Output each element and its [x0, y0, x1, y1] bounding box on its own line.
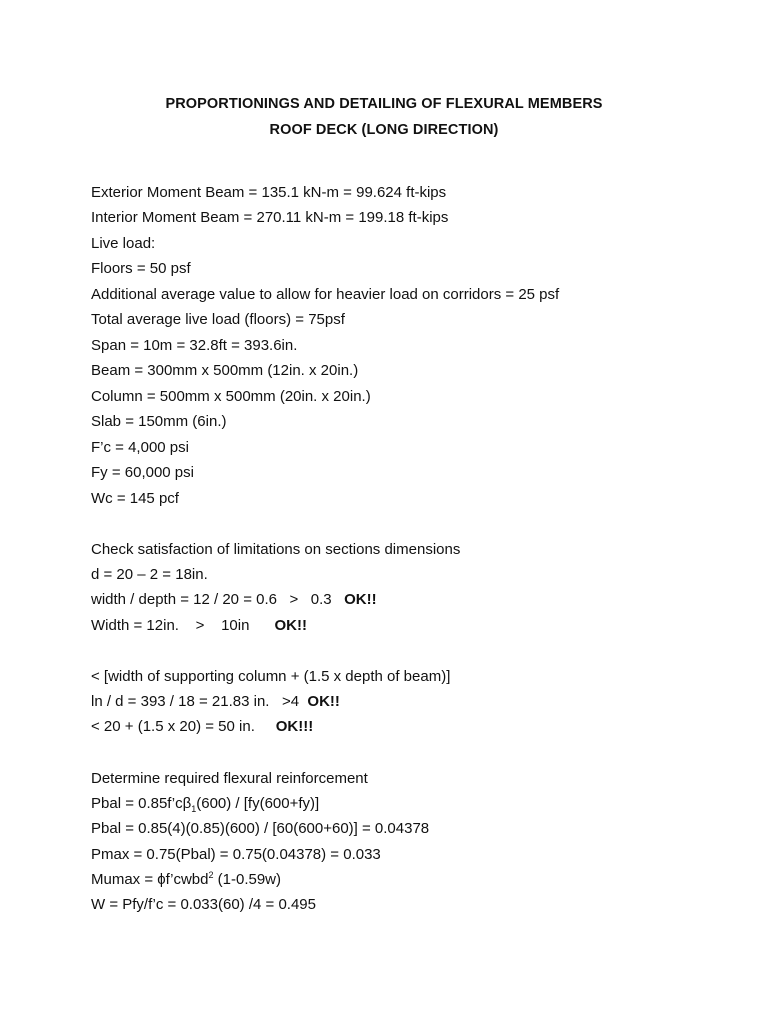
wc-line: Wc = 145 pcf — [91, 490, 179, 507]
live-load-label: Live load: — [91, 235, 156, 252]
width-check-text: Width = 12in. > 10in — [91, 617, 250, 634]
width-check-line — [91, 616, 307, 636]
total-live-load-line: Total average live load (floors) = 75psf — [91, 311, 345, 328]
floors-load-line: Floors = 50 psf — [91, 260, 191, 277]
limit-value-line — [91, 717, 313, 737]
document-subtitle: ROOF DECK (LONG DIRECTION) — [269, 122, 499, 138]
effective-depth-line: d = 20 – 2 = 18in. — [91, 566, 208, 583]
limit-value-text: < 20 + (1.5 x 20) = 50 in. — [91, 718, 255, 735]
document-title: PROPORTIONINGS AND DETAILING OF FLEXURAL MEMBERS — [165, 96, 603, 112]
mumax-line — [91, 870, 281, 890]
fy-line: Fy = 60,000 psi — [91, 464, 194, 481]
ok-mark: OK!! — [307, 693, 340, 710]
span-line: Span = 10m = 32.8ft = 393.6in. — [91, 337, 298, 354]
ok-mark: OK!!! — [275, 718, 314, 735]
check-heading: Check satisfaction of limitations on sections dimensions — [91, 541, 461, 558]
corridor-load-line: Additional average value to allow for heavier load on corridors = 25 psf — [91, 286, 560, 303]
column-limit-line: < [width of supporting column + (1.5 x depth of beam)] — [91, 668, 451, 685]
reinforcement-heading: Determine required flexural reinforcement — [91, 770, 368, 787]
beta-subscript: 1 — [191, 804, 197, 814]
interior-moment-line: Interior Moment Beam = 270.11 kN-m = 199.18 ft-kips — [91, 209, 449, 226]
pbal-formula-rest: (600) / [fy(600+fy)] — [196, 795, 320, 812]
pmax-line: Pmax = 0.75(Pbal) = 0.75(0.04378) = 0.033 — [91, 846, 381, 863]
squared-superscript: 2 — [208, 870, 214, 880]
mumax-rest: (1-0.59w) — [213, 871, 282, 888]
ln-d-line — [91, 692, 340, 712]
width-depth-ratio-text: width / depth = 12 / 20 = 0.6 > 0.3 — [91, 591, 332, 608]
width-depth-ratio-line — [91, 590, 377, 610]
pbal-formula-line — [91, 794, 319, 814]
fc-line: F’c = 4,000 psi — [91, 439, 189, 456]
beam-line: Beam = 300mm x 500mm (12in. x 20in.) — [91, 362, 359, 379]
mumax-text: Mumax = ϕf’cwbd — [91, 871, 209, 888]
ln-d-text: ln / d = 393 / 18 = 21.83 in. >4 — [91, 693, 300, 710]
slab-line: Slab = 150mm (6in.) — [91, 413, 227, 430]
pbal-formula-text: Pbal = 0.85f’cβ — [91, 795, 192, 812]
ok-mark: OK!! — [344, 591, 377, 608]
exterior-moment-line: Exterior Moment Beam = 135.1 kN-m = 99.624 ft-kips — [91, 184, 447, 201]
w-ratio-line: W = Pfy/f’c = 0.033(60) /4 = 0.495 — [91, 896, 316, 913]
column-line: Column = 500mm x 500mm (20in. x 20in.) — [91, 388, 371, 405]
ok-mark: OK!! — [274, 617, 307, 634]
pbal-calc-line: Pbal = 0.85(4)(0.85)(600) / [60(600+60)] = 0.04378 — [91, 820, 430, 837]
